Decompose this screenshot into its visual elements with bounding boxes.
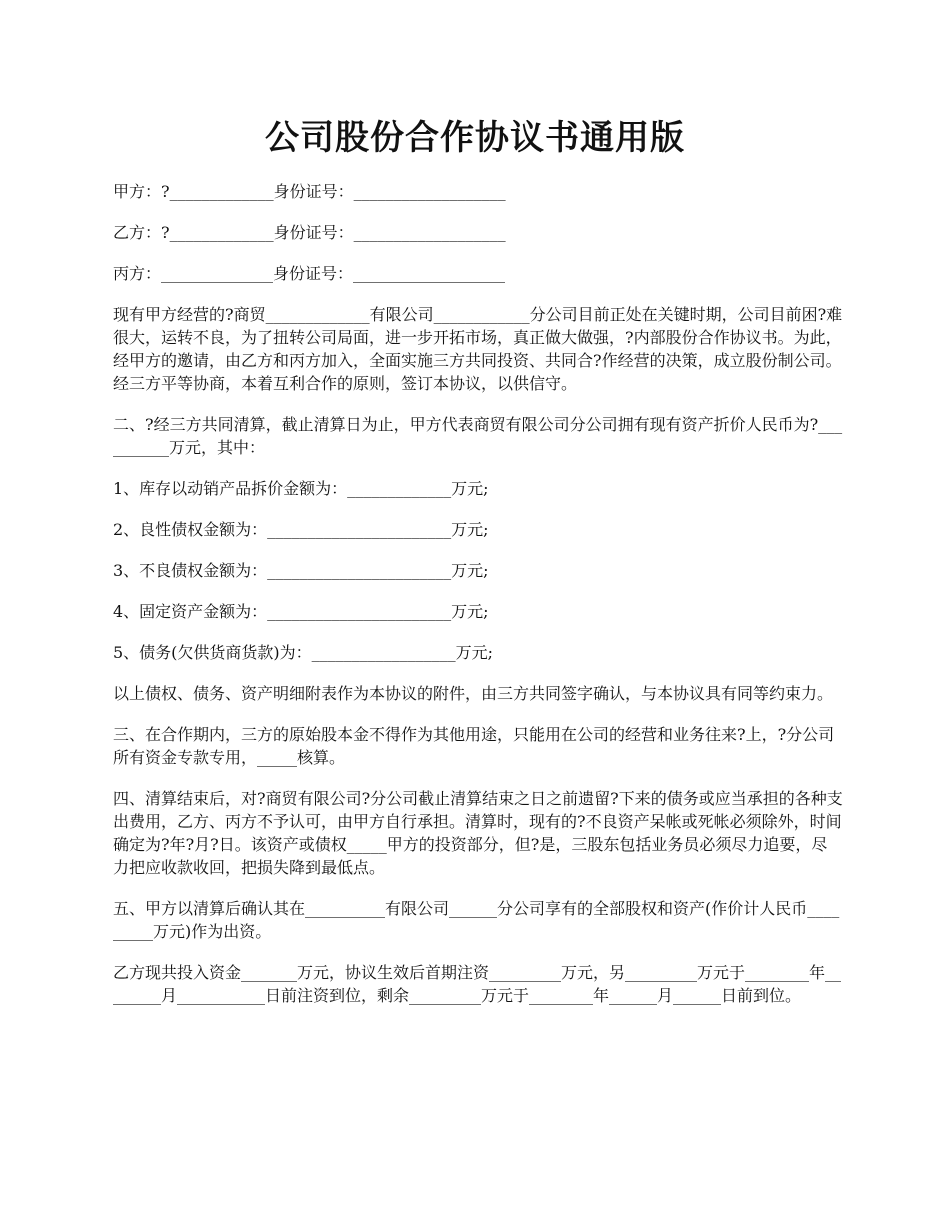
party-c-line: 丙方：______________身份证号：___________________ — [113, 264, 506, 283]
item-inventory: 1、库存以动销产品拆价金额为：_____________万元; — [113, 479, 489, 498]
item-bad-credit: 3、不良债权金额为：_______________________万元; — [113, 561, 489, 580]
item-debts: 5、债务(欠供货商货款)为：__________________万元; — [113, 643, 494, 662]
document-title: 公司股份合作协议书通用版 — [265, 118, 685, 158]
party-b-line: 乙方：?_____________身份证号：___________________ — [113, 223, 506, 242]
item-fixed-assets: 4、固定资产金额为：_______________________万元; — [113, 602, 489, 621]
clause-two: 二、?经三方共同清算，截止清算日为止，甲方代表商贸有限公司分公司拥有现有资产折价人民币为?__________万元，其中： — [113, 415, 843, 457]
document-body — [113, 180, 843, 1025]
clause-five: 五、甲方以清算后确认其在__________有限公司______分公司享有的全部股权和资产(作价计人民币_________万元)作为出资。 — [113, 899, 840, 941]
preamble-paragraph: 现有甲方经营的?商贸_____________有限公司____________分公司目前正处在关键时期，公司目前困?难很大，运转不良，为了扭转公司局面，进一步开拓市场，真正做大做强，?内部股份合作协议书。为此，经甲方的邀请，由乙方和丙方加入，全面实施三方共同投资、共同合?作经营的决策，成立股份制公司。经三方平等协商，本着互利合作的原则，签订本协议，以供信守。 — [113, 305, 843, 393]
party-a-line: 甲方：?_____________身份证号：___________________ — [113, 182, 506, 201]
annex-paragraph: 以上债权、债务、资产明细附表作为本协议的附件，由三方共同签字确认，与本协议具有同等约束力。 — [113, 684, 834, 703]
item-good-credit: 2、良性债权金额为：_______________________万元; — [113, 520, 489, 539]
clause-three: 三、在合作期内，三方的原始股本金不得作为其他用途，只能用在公司的经营和业务往来?上，?分公司所有资金专款专用，_____核算。 — [113, 725, 835, 767]
clause-four: 四、清算结束后，对?商贸有限公司?分公司截止清算结束之日之前遗留?下来的债务或应当承担的各种支出费用，乙方、丙方不予认可，由甲方自行承担。清算时，现有的?不良资产呆帐或死帐必须除外，时间确定为?年?月?日。该资产或债权_____甲方的投资部分，但?是，三股东包括业务员必须尽力追要，尽力把应收款收回，把损失降到最低点。 — [113, 789, 843, 877]
party-b-investment: 乙方现共投入资金_______万元，协议生效后首期注资_________万元，另_________万元于________年________月___________日前注资到位，剩余_________万元于________年______月______日前到位。 — [113, 963, 842, 1005]
